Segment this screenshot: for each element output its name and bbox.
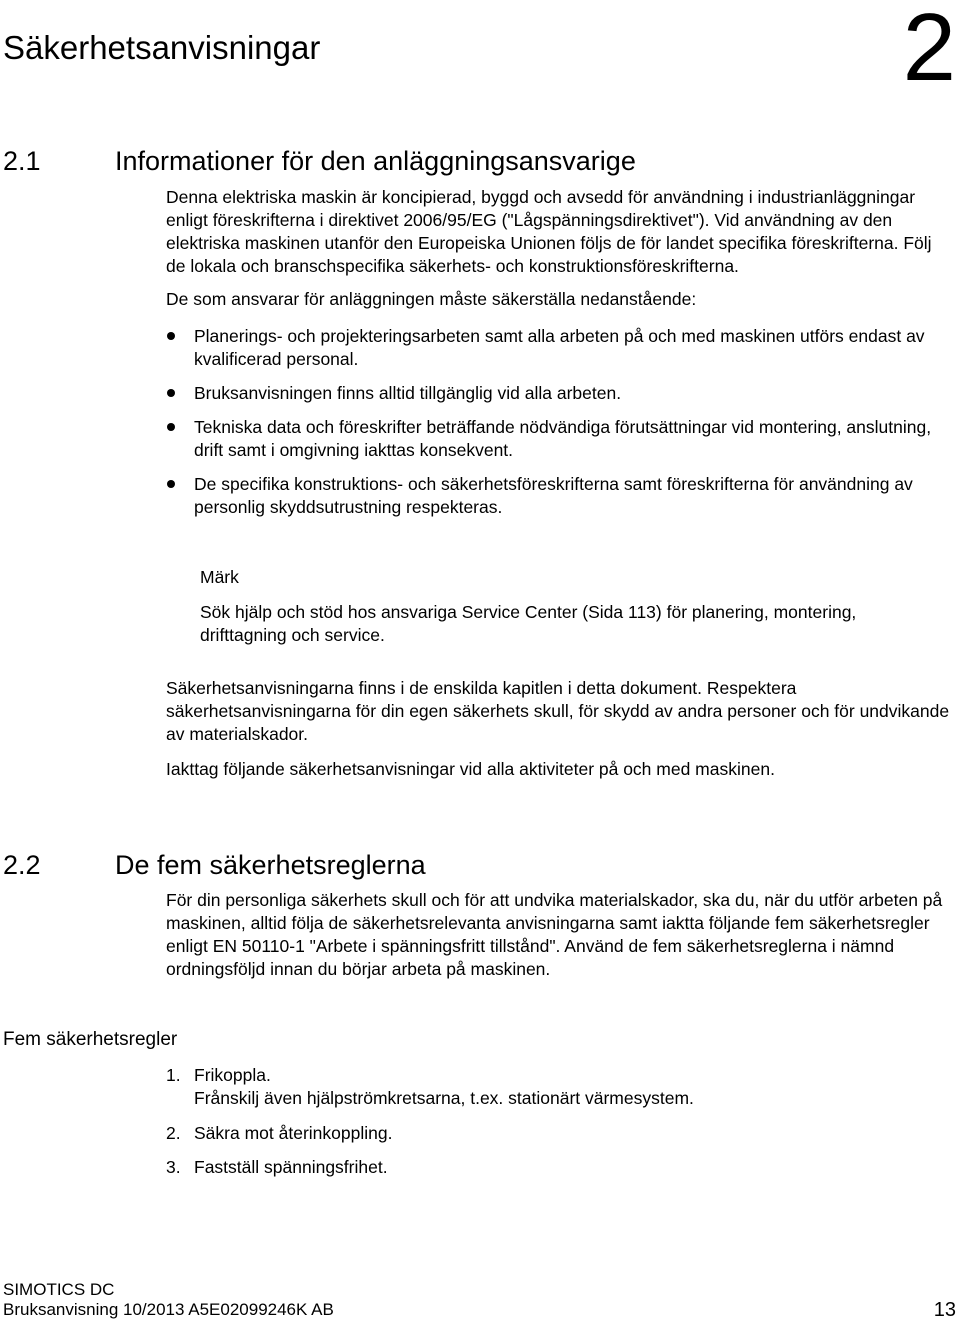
note-box bbox=[200, 566, 940, 647]
section-heading-2-1 bbox=[3, 144, 953, 178]
footer-product: SIMOTICS DC bbox=[3, 1280, 115, 1299]
chapter-number: 2 bbox=[902, 0, 956, 101]
step-text: Frikoppla. bbox=[194, 1065, 271, 1085]
lead-paragraph: De som ansvarar för anläggningen måste säkerställa nedanstående: bbox=[166, 289, 697, 309]
section-number: 2.1 bbox=[3, 146, 41, 176]
section-2-1-body bbox=[166, 186, 956, 519]
intro-paragraph: För din personliga säkerhets skull och för att undvika materialskador, ska du, när du utför arbeten på maskinen, alltid följa de säkerhetsrelevanta anvisningarna samt iaktta följande fem säkerhetsregler enligt EN 50110-1 "Arbete i spänningsfritt tillstånd". Använd de fem säkerhetsreglerna i nämnd ordningsföljd innan du börjar arbeta på maskinen. bbox=[166, 890, 943, 979]
step-subtext: Frånskilj även hjälpströmkretsarna, t.ex. stationärt värmesystem. bbox=[194, 1088, 694, 1108]
step-text: Säkra mot återinkoppling. bbox=[194, 1123, 393, 1143]
page-number: 13 bbox=[933, 1299, 956, 1321]
list-item: De specifika konstruktions- och säkerhetsföreskrifterna samt föreskrifterna för användning av personlig skyddsutrustning respekteras. bbox=[166, 473, 956, 519]
section-title: De fem säkerhetsreglerna bbox=[115, 850, 426, 880]
closing-paragraph: Säkerhetsanvisningarna finns i de enskilda kapitlen i detta dokument. Respektera säkerhetsanvisningarna för din egen säkerhets skull, för skydd av andra personer och för undvikande av materialskador. bbox=[166, 678, 950, 744]
list-item bbox=[166, 1122, 956, 1145]
section-number: 2.2 bbox=[3, 850, 41, 880]
note-text: Sök hjälp och stöd hos ansvariga Service Center (Sida 113) för planering, montering, drifttagning och service. bbox=[200, 602, 857, 645]
step-number: 1. bbox=[166, 1065, 181, 1085]
list-item: Tekniska data och föreskrifter beträffande nödvändiga förutsättningar vid montering, anslutning, drift samt i omgivning iakttas konsekvent. bbox=[166, 416, 956, 462]
section-2-2-body bbox=[166, 889, 956, 981]
section-2-1-closing bbox=[166, 677, 956, 781]
list-item bbox=[166, 1064, 956, 1110]
safety-rules-list bbox=[166, 1064, 956, 1179]
section-heading-2-2 bbox=[3, 848, 953, 882]
list-item: Planerings- och projekteringsarbeten samt alla arbeten på och med maskinen utförs endast av kvalificerad personal. bbox=[166, 325, 956, 371]
list-item bbox=[166, 1156, 956, 1179]
requirements-list bbox=[166, 325, 956, 519]
step-number: 3. bbox=[166, 1157, 181, 1177]
step-number: 2. bbox=[166, 1123, 181, 1143]
section-title: Informationer för den anläggningsansvarige bbox=[115, 146, 636, 176]
side-heading: Fem säkerhetsregler bbox=[3, 1029, 178, 1050]
note-title: Märk bbox=[200, 567, 239, 587]
chapter-title: Säkerhetsanvisningar bbox=[3, 29, 321, 66]
observe-paragraph: Iakttag följande säkerhetsanvisningar vid alla aktiviteter på och med maskinen. bbox=[166, 759, 775, 779]
list-item: Bruksanvisningen finns alltid tillgänglig vid alla arbeten. bbox=[166, 382, 956, 405]
footer-document: Bruksanvisning 10/2013 A5E02099246K AB bbox=[3, 1300, 334, 1319]
step-text: Fastställ spänningsfrihet. bbox=[194, 1157, 388, 1177]
intro-paragraph: Denna elektriska maskin är koncipierad, byggd och avsedd för användning i industrianläggningar enligt föreskrifterna i direktivet 2006/95/EG ("Lågspänningsdirektivet"). Vid användning av den elektriska maskinen utanför den Europeiska Unionen följs de för landet specifika föreskrifterna. Följ de lokala och branschspecifika säkerhets- och konstruktionsföreskrifterna. bbox=[166, 187, 932, 276]
